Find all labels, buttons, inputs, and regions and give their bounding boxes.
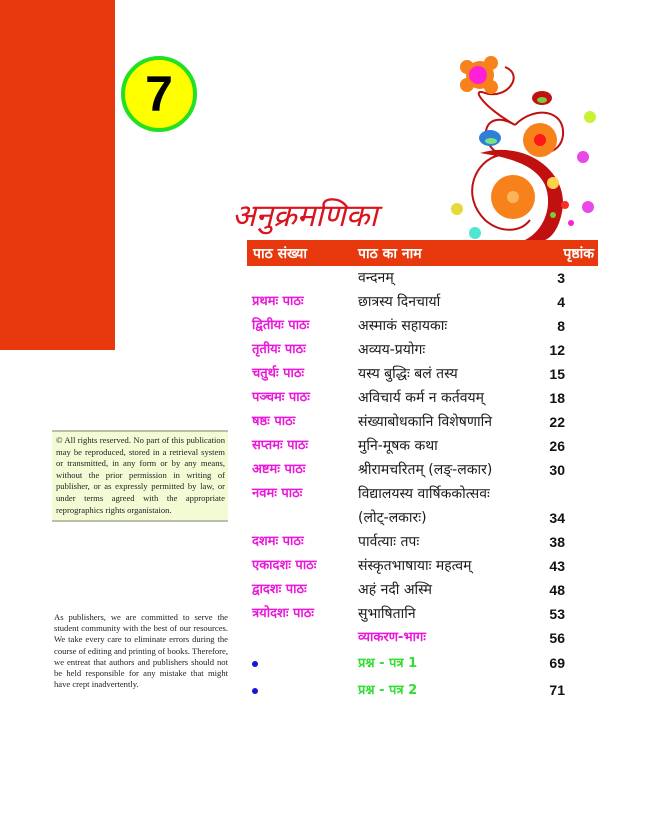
flowers-and-birds-icon — [445, 45, 605, 240]
toc-row[interactable] — [247, 434, 598, 458]
toc-row[interactable] — [247, 530, 598, 554]
toc-row[interactable] — [247, 602, 598, 626]
page-number: 43 — [549, 558, 565, 574]
toc-row[interactable] — [247, 650, 598, 677]
lesson-name: अहं नदी अस्मि — [358, 582, 433, 598]
class-number-badge — [121, 56, 197, 132]
toc-row[interactable] — [247, 314, 598, 338]
orange-side-bar — [0, 0, 115, 350]
lesson-label: द्वितीयः पाठः — [252, 318, 310, 333]
grammar-section-name: व्याकरण-भागः — [358, 630, 426, 645]
lesson-name: वन्दनम् — [358, 270, 394, 286]
lesson-name: यस्य बुद्धिः बलं तस्य — [358, 366, 458, 382]
lesson-label: एकादशः पाठः — [252, 558, 317, 573]
toc-row[interactable] — [247, 578, 598, 602]
page-title: अनुक्रमणिका — [232, 198, 378, 234]
toc-row[interactable] — [247, 386, 598, 410]
lesson-label: पञ्चमः पाठः — [252, 390, 310, 405]
lesson-name: श्रीरामचरितम् (लङ्-लकार) — [358, 462, 493, 478]
page-number: 4 — [557, 294, 565, 310]
lesson-name: अस्माकं सहायकाः — [358, 318, 448, 334]
toc-row[interactable] — [247, 410, 598, 434]
toc-table — [247, 266, 598, 704]
page-number: 38 — [549, 534, 565, 550]
lesson-name: संख्याबोधकानि विशेषणानि — [358, 414, 493, 430]
toc-row[interactable] — [247, 677, 598, 704]
lesson-label: षष्ठः पाठः — [252, 414, 296, 429]
page-number: 26 — [549, 438, 565, 454]
toc-row[interactable] — [247, 458, 598, 482]
toc-row[interactable] — [247, 506, 598, 530]
page-number: 3 — [557, 270, 565, 286]
toc-row[interactable] — [247, 626, 598, 650]
bullet-icon — [252, 661, 258, 667]
lesson-label: नवमः पाठः — [252, 486, 303, 501]
lesson-label: चतुर्थः पाठः — [252, 366, 305, 381]
lesson-label: द्वादशः पाठः — [252, 582, 307, 597]
toc-header — [247, 240, 598, 266]
header-lesson-name: पाठ का नाम — [358, 246, 422, 262]
lesson-name: मुनि-मूषक कथा — [358, 438, 438, 454]
page-number: 30 — [549, 462, 565, 478]
toc-row[interactable] — [247, 290, 598, 314]
lesson-label: अष्टमः पाठः — [252, 462, 306, 477]
lesson-name: अव्यय-प्रयोगः — [358, 342, 426, 358]
lesson-name: अविचार्य कर्म न कर्तवयम् — [358, 390, 484, 406]
publisher-note: As publishers, we are committed to serve the student community with the best of our resources. We take every care to eliminate errors during the course of editing and printing of books. Therefore, we entreat that authors and publishers should not be held responsible for any mistake that might have crept inadvertently. — [54, 612, 228, 690]
lesson-name: छात्रस्य दिनचार्या — [358, 294, 441, 310]
page-number: 15 — [549, 366, 565, 382]
toc-row[interactable] — [247, 362, 598, 386]
toc-row[interactable] — [247, 554, 598, 578]
page-number: 69 — [549, 655, 565, 671]
lesson-name: (लोट्-लकारः) — [358, 510, 427, 526]
header-lesson-number: पाठ संख्या — [253, 246, 307, 262]
class-number: 7 — [145, 66, 173, 122]
question-paper-name: प्रश्न - पत्र 1 — [358, 656, 418, 671]
bullet-icon — [252, 688, 258, 694]
page-number: 53 — [549, 606, 565, 622]
header-page-number: पृष्ठांक — [563, 246, 594, 262]
lesson-label: त्रयोदशः पाठः — [252, 606, 314, 621]
page-number: 34 — [549, 510, 565, 526]
lesson-label: तृतीयः पाठः — [252, 342, 306, 357]
toc-row[interactable] — [247, 266, 598, 290]
page-number: 8 — [557, 318, 565, 334]
page-number: 71 — [549, 682, 565, 698]
toc-row[interactable] — [247, 338, 598, 362]
copyright-notice: © All rights reserved. No part of this publication may be reproduced, stored in a retrieval system or transmitted, in any form or by any means, without the prior permission in writing of publisher, or as expressly permitted by law, or under terms agreed with the appropriate reprographics rights organistaion. — [52, 430, 228, 522]
lesson-name: पार्वत्याः तपः — [358, 534, 420, 550]
lesson-label: प्रथमः पाठः — [252, 294, 304, 309]
question-paper-name: प्रश्न - पत्र 2 — [358, 683, 418, 698]
page-number: 22 — [549, 414, 565, 430]
page-number: 56 — [549, 630, 565, 646]
lesson-label: दशमः पाठः — [252, 534, 304, 549]
lesson-label: सप्तमः पाठः — [252, 438, 309, 453]
page-number: 48 — [549, 582, 565, 598]
lesson-name: सुभाषितानि — [358, 606, 416, 622]
lesson-name: संस्कृतभाषायाः महत्वम् — [358, 558, 472, 574]
page-number: 18 — [549, 390, 565, 406]
lesson-name: विद्यालयस्य वार्षिककोत्सवः — [358, 486, 490, 502]
page-number: 12 — [549, 342, 565, 358]
toc-row[interactable] — [247, 482, 598, 506]
